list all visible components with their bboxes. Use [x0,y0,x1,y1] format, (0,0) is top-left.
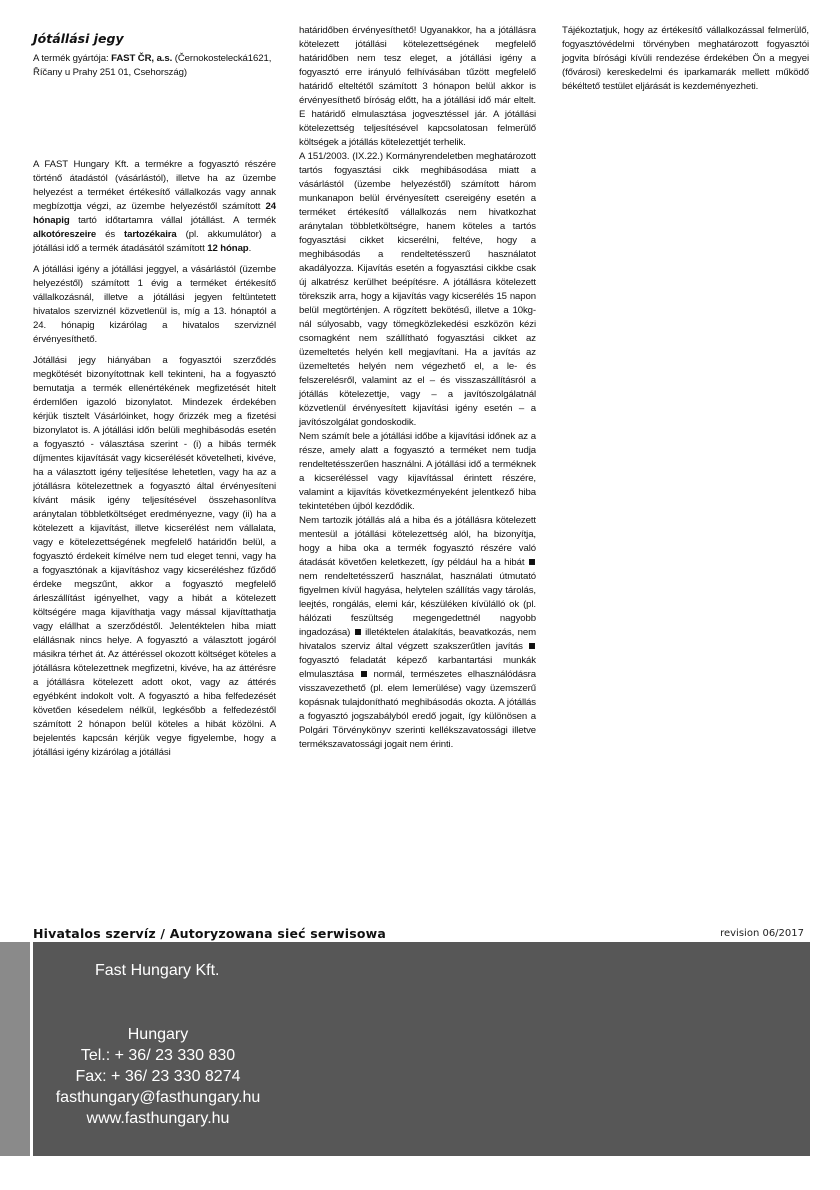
warranty-period-emphasis: 24 hónapig [33,201,276,226]
revision-label: revision 06/2017 [720,928,804,939]
text-span: Nem tartozik jótállás alá a hiba és a jótállásra kötelezett mentesül a jótállási kötelezettség alól, ha bizonyítja, hogy a hiba oka a termék fogyasztó részére való átadását követően keletkezett, így például ha a hibát [299,515,536,568]
warranty-column-3 [562,24,809,101]
warranty-paragraph: határidőben érvényesíthető! Ugyanakkor, ha a jótállásra kötelezett jótállási kötelezettségének megfelelő határidőben nem tesz eleget, a jótállási igény a fogyasztó erre irányuló felhívásában tűzött megfelelő határidő elteltétől számított 3 hónapon belül akkor is érvényesíthető bíróság előtt, ha a jótállási idő már eltelt. E határidő elmulasztása jogvesztéssel jár. A jótállási kötelezettség teljesítésével kapcsolatosan felmerülő költségek a jótállás kötelezettjét terhelik. [299,25,536,148]
website-link[interactable]: www.fasthungary.hu [86,1110,230,1127]
contact-block [33,1024,283,1129]
text-span: tartó időtartamra vállal jótállást. A termék [69,215,276,226]
square-bullet-icon [355,629,361,635]
email-link[interactable]: fasthungary@fasthungary.hu [55,1089,261,1106]
square-bullet-icon [529,643,535,649]
text-span: és [96,229,124,240]
company-name: Fast Hungary Kft. [95,962,220,979]
text-span: (pl. akkumulátor) a jótállási idő a termék átadásától számított [33,229,276,254]
warranty-paragraph: A jótállási igény a jótállási jeggyel, a vásárlástól (üzembe helyezéstől) számított 1 évig a terméket értékesítő vállalkozásnál, illetve a jótállási jegyen feltüntetett hivatalos szerviznél közvetlenül is, míg a 13. hónaptól a 24. hónapig kizárólag a hivatalos szerviznél érvényesíthető. [33,264,276,345]
manufacturer-info [33,52,276,80]
accessories-emphasis: tartozékaira [124,229,177,240]
footer-side-tab [0,942,33,1156]
warranty-paragraph: A 151/2003. (IX.22.) Kormányrendeletben meghatározott tartós fogyasztási cikk meghibásodása miatt a vásárlástól (üzembe helyezéstől) számított három munkanapon belül érvényesített csereigény esetén a terméket értékesítő vállalkozás nem hivatkozhat aránytalan többletköltségre, hanem köteles a tartós fogyasztási cikket kicserélni, feltéve, hogy a meghibásodás a rendeltetésszerű használatot akadályozza. Kijavítás esetén a fogyasztási cikkbe csak új alkatrész kerülhet beépítésre. A jótállásra kötelezett törekszik arra, hogy a kijavítás vagy kicserélés 15 napon belül megtörténjen. A rögzített bekötésű, illetve a 10kg-nál súlyosabb, vagy tömegközlekedési eszközön kézi csomagként nem szállítható fogyasztási cikket az üzemeltetés helyén kell megjavítani. Ha a javítás az üzemeltetés helyén nem végezhető el, a le- és felszerelésről, valamint az el – és visszaszállításról a jótállás kötelezettje, vagy – a javítószolgálatnál közvetlenül érvényesített kijavítási igény esetén – a javítószolgálat gondoskodik. [299,151,536,428]
square-bullet-icon [529,559,535,565]
warranty-paragraph: Tájékoztatjuk, hogy az értékesítő vállalkozással felmerülő, fogyasztóvédelmi törvényben meghatározott fogyasztói jogvita bírósági kívüli rendezése érdekében Ön a megyei (fővárosi) kereskedelmi és iparkamarák mellett működő békéltető testület eljárását is kezdeményezheti. [562,25,809,92]
warranty-paragraph [299,514,536,752]
warranty-column-1 [33,24,276,767]
service-footer [0,942,810,1156]
text-span: A FAST Hungary Kft. a termékre a fogyasztó részére történő átadástól (vásárlástól), illetve ha az üzembe helyezést a terméket értékesítő vállalkozás vagy annak megbízottja végzi, az üzembe helyezéstől számított [33,159,276,212]
components-emphasis: alkotóreszeire [33,229,97,240]
warranty-paragraph: Nem számít bele a jótállási időbe a kijavítási időnek az a része, amely alatt a fogyasztó a terméket nem tudja rendeltetésszerűen használni. A jótállási idő a terméknek a kicseréléssel vagy kijavítással érintett részére, valamint a kijavítás következményeként jelentkező hiba tekintetében újból kezdődik. [299,431,536,512]
country: Hungary [127,1026,189,1043]
service-title: Hivatalos szervíz / Autoryzowana sieć serwisowa [33,926,387,941]
text-span: fogyasztó feladatát képező karbantartási munkák elmulasztása [299,655,536,680]
manufacturer-address: (Černokostelecká1621, Říčany u Prahy 251 01, Csehország) [33,53,272,78]
phone: Tel.: + 36/ 23 330 830 [80,1047,236,1064]
text-span: illetéktelen átalakítás, beavatkozás, nem hivatalos szerviz által végzett szakszerűtlen javítás [299,627,536,652]
accessory-period-emphasis: 12 hónap [207,243,249,254]
warranty-paragraph: Jótállási jegy hiányában a fogyasztói szerződés megkötését bizonyítottnak kell tekinteni, ha a fogyasztó bemutatja a termék ellenértékének megfizetését hitelt érdemlően igazoló bizonylatot. Mindezek érdekében kérjük tisztelt Vásárlóinket, hogy őrizzék meg a fizetési bizonylatot is. A jótállási időn belüli meghibásodás esetén a fogyasztó - választása szerint - (i) a hibás termék díjmentes kijavítását vagy kicserélését követelheti, kivéve, ha a választott igény teljesítése lehetetlen, vagy ha az a jótállásra kötelezettnek a fogyasztó által érvényesíteni kívánt másik igény teljesítésével összehasonlítva aránytalan többletköltséget eredményezne, vagy (ii) ha a kötelezett a kijavítást, illetve kicserélést nem vállalata, vagy e kötelezettségének megfelelő határidőn belül, a fogyasztó érdekeit kímélve nem tud eleget tenni, vagy ha a fogyasztónak a kijavításhoz vagy kicseréléshez fűződő érdeke megszűnt, akkor a fogyasztó megfelelő árleszállítást igényelhet, vagy a hibát a kötelezett költségére maga kijavíthatja vagy mással kijavíttathatja vagy elállhat a szerződéstől. Jelentéktelen hiba miatt elállásnak nincs helye. A fogyasztó a választott jogáról másikra térhet át. Az áttéréssel okozott költséget köteles a jótállásra kötelezettnek megfizetni, kivéve, ha az áttérésre a jótállásra kötelezett adott okot, vagy az áttérés egyébként indokolt volt. A fogyasztó a hiba felfedezését követően késedelem nélkül, legkésőbb a felfedezéstől számított 2 hónapon belül köteles a hibát közölni. A bejelentés kapcsán kérjük vegye figyelembe, hogy a jótállási igény kizárólag a jótállási [33,355,276,758]
fax: Fax: + 36/ 23 330 8274 [75,1068,241,1085]
manufacturer-name: FAST ČR, a.s. [111,53,173,64]
warranty-paragraph [33,158,276,256]
warranty-title: Jótállási jegy [33,31,124,46]
square-bullet-icon [361,671,367,677]
manufacturer-label: A termék gyártója: [33,53,112,64]
text-span: nem rendeltetésszerű használat, használati útmutató figyelmen kívül hagyása, helytelen szállítás vagy tárolás, leejtés, rongálás, elemi kár, készüléken kívülálló ok (pl. hálózati feszültség megengedettnél nagyobb ingadozása) [299,571,536,638]
text-span: normál, természetes elhasználódásra visszavezethető (pl. elem lemerülése) vagy üzemszerű kopásnak tulajdonítható meghibásodás okozta. A jótállás a fogyasztó jogszabályból eredő jogait, így különösen a Polgári Törvénykönyv szerinti kellékszavatossági illetve termékszavatossági jogait nem érinti. [299,669,536,750]
warranty-column-2 [299,24,536,752]
text-span: . [248,243,252,254]
